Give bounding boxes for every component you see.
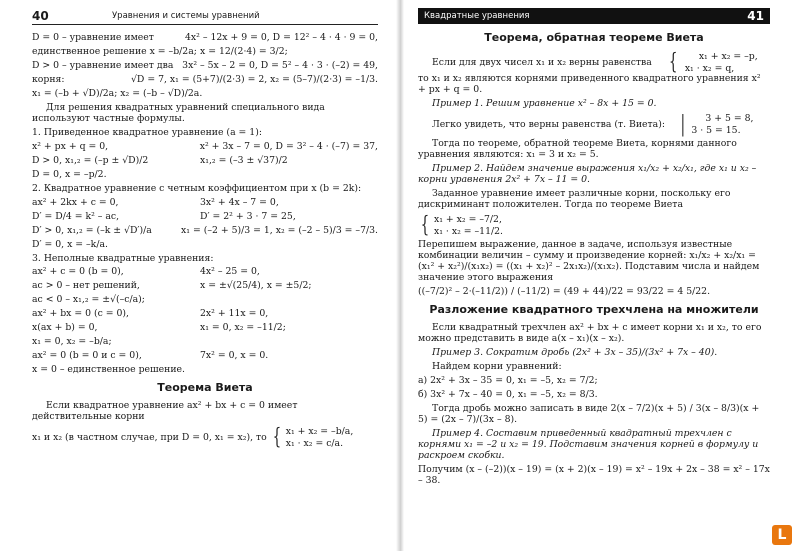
even-cell: D′ = D/4 = k² – ac,	[32, 210, 120, 222]
converse-pre: Если для двух чисел x₁ и x₂ верны равенства	[432, 57, 652, 69]
incomplete-cell: ax² = 0 (b = 0 и c = 0),	[32, 350, 142, 362]
vieta-heading: Теорема Виета	[157, 381, 253, 395]
even-cell: D′ > 0, x₁,₂ = (–k ± √D′)/a	[32, 224, 152, 236]
factor-heading: Разложение квадратного трехчлена на множители	[429, 303, 759, 317]
converse-sum: x₁ + x₂ = –p,	[698, 50, 758, 62]
disc-cell: 4x² – 12x + 9 = 0, D = 12² – 4 · 4 · 9 = 0,	[185, 32, 378, 43]
special-intro: Для решения квадратных уравнений специального вида используют частные формулы.	[32, 101, 325, 124]
ex1-text: Легко увидеть, что верны равенства (т. Виета):	[432, 119, 665, 131]
even-cell: x₁ = (–2 + 5)/3 = 1, x₂ = (–2 – 5)/3 = –7/3.	[181, 224, 378, 236]
even-cell: 3x² + 4x – 7 = 0,	[200, 196, 279, 208]
disc-cell: корня:	[32, 73, 65, 85]
vieta-text2: x₁ и x₂ (в частном случае, при D = 0, x₁ = x₂), то	[32, 432, 267, 444]
disc-cell: единственное решение x = –b/2a;	[32, 45, 197, 57]
converse-system	[655, 51, 758, 74]
vieta-system	[270, 426, 354, 449]
incomplete-cell: x(ax + b) = 0,	[32, 322, 98, 334]
even-cell: ax² + 2kx + c = 0,	[32, 196, 119, 208]
example-4-result: Получим (x – (–2))(x – 19) = (x + 2)(x – 19) = x² – 19x + 2x – 38 = x² – 17x – 38.	[418, 463, 770, 486]
incomplete-cell: ax² + c = 0 (b = 0),	[32, 266, 124, 278]
discriminant-block	[32, 33, 378, 100]
reduced-cell: D = 0, x = –p/2.	[32, 168, 107, 180]
ex1-sum: 3 + 5 = 8,	[705, 113, 754, 125]
even-cell: D′ = 2² + 3 · 7 = 25,	[200, 210, 296, 222]
incomplete-cell: ax² + bx = 0 (c = 0),	[32, 308, 130, 320]
disc-cell: √D = 7, x₁ = (5+7)/(2·3) = 2, x₂ = (5–7)/(2·3) = –1/3.	[131, 73, 378, 85]
incomplete-cell: ac < 0 – x₁,₂ = ±√(–c/a);	[32, 294, 145, 306]
incomplete-cell: x = ±√(25/4), x = ±5/2;	[200, 280, 312, 292]
even-cell: D′ = 0, x = –k/a.	[32, 238, 108, 250]
example-1-conclusion: Тогда по теореме, обратной теореме Виета, корнями данного уравнения являются: x₁ = 3 и x₂ = 5.	[418, 138, 737, 161]
incomplete-cell: 2x² + 11x = 0,	[200, 308, 269, 320]
roots-formula: x₁ = (–b + √D)/2a; x₂ = (–b – √D)/2a.	[32, 87, 203, 99]
example-3: Пример 3. Сократим дробь (2x² + 3x – 35)/(3x² + 7x – 40).	[432, 347, 718, 359]
right-page	[400, 0, 800, 551]
brace-icon: {	[668, 49, 678, 75]
example-2-system	[418, 214, 770, 237]
example-2-result: ((–7/2)² – 2·(–11/2)) / (–11/2) = (49 + 44)/22 = 93/22 = 4 5/22.	[418, 286, 711, 298]
brace-icon: {	[420, 212, 430, 238]
vieta-statement	[32, 426, 378, 449]
converse-heading: Теорема, обратная теореме Виета	[484, 31, 704, 44]
left-page-number: 40	[32, 8, 49, 23]
vieta-sum: x₁ + x₂ = –b/a,	[285, 426, 354, 438]
disc-cell: 3x² – 5x – 2 = 0, D = 5² – 4 · 3 · (–2) = 49,	[182, 59, 378, 71]
right-page-number: 41	[747, 8, 764, 23]
factor-text: Если квадратный трехчлен ax² + bx + c имеет корни x₁ и x₂, то его можно представить в виде a(x – x₁)(x – x₂).	[418, 322, 762, 345]
incomplete-cell: x₁ = 0, x₂ = –11/2;	[200, 322, 286, 334]
brace-icon: {	[272, 424, 281, 450]
example-3-find: Найдем корни уравнений:	[432, 361, 562, 373]
example-2: Пример 2. Найдем значение выражения x₁/x₂ + x₂/x₁, где x₁ и x₂ – корни уравнения 2x² + 7x – 11 = 0.	[418, 163, 757, 186]
incomplete-cell: 4x² – 25 = 0,	[200, 266, 260, 278]
left-head-title: Уравнения и системы уравнений	[112, 10, 260, 21]
reduced-cell: x₁,₂ = (–3 ± √37)/2	[200, 154, 288, 166]
ex2-sum: x₁ + x₂ = –7/2,	[434, 214, 502, 226]
converse-product: x₁ · x₂ = q,	[684, 62, 735, 74]
bracket-icon: |	[680, 111, 686, 137]
incomplete-cell: x₁ = 0, x₂ = –b/a;	[32, 336, 112, 348]
example-2-text2: Перепишем выражение, данное в задаче, используя известные комбинации величин – сумму и произведение корней: x₁/x₂ + x₂/x₁ = (x₁² + x₂²)/(x₁x₂) = ((x₁ + x₂)² – 2x₁x₂)/(x₁x₂). Подставим числа и найдем значение этого выражения	[418, 239, 760, 284]
reduced-title: 1. Приведенное квадратное уравнение (a = 1):	[32, 126, 262, 138]
publisher-logo: L	[772, 525, 792, 545]
ex1-system	[668, 113, 754, 136]
even-title: 2. Квадратное уравнение с четным коэффициентом при x (b = 2k):	[32, 182, 362, 194]
example-4: Пример 4. Составим приведенный квадратный трехчлен с корнями x₁ = –2 и x₂ = 19. Подставим значения корней в формулу и раскроем скобки.	[418, 427, 759, 461]
ex1-product: 3 · 5 = 15.	[691, 124, 741, 136]
example-1: Пример 1. Решим уравнение x² – 8x + 15 = 0.	[432, 98, 657, 110]
converse-post: то x₁ и x₂ являются корнями приведенного квадратного уравнения x² + px + q = 0.	[418, 73, 761, 96]
incomplete-cell: x = 0 – единственное решение.	[32, 364, 186, 376]
reduced-cell: x² + px + q = 0,	[32, 140, 109, 152]
incomplete-cell: 7x² = 0, x = 0.	[200, 350, 269, 362]
reduced-cell: D > 0, x₁,₂ = (–p ± √D)/2	[32, 154, 149, 166]
example-2-text1: Заданное уравнение имеет различные корни, поскольку его дискриминант положителен. Тогда по теореме Виета	[418, 188, 731, 211]
left-running-head	[32, 8, 378, 25]
example-3-b: б) 3x² + 7x – 40 = 0, x₁ = –5, x₂ = 8/3.	[418, 389, 598, 400]
disc-cell: D > 0 – уравнение имеет два	[32, 59, 174, 71]
disc-cell: x = 12/(2·4) = 3/2;	[200, 45, 288, 57]
right-running-head	[418, 8, 770, 24]
incomplete-title: 3. Неполные квадратные уравнения:	[32, 252, 214, 264]
example-3-a: а) 2x² + 3x – 35 = 0, x₁ = –5, x₂ = 7/2;	[418, 375, 598, 387]
reduced-cell: x² + 3x – 7 = 0, D = 3² – 4 · (–7) = 37,	[199, 140, 378, 152]
right-head-title: Квадратные уравнения	[424, 10, 530, 21]
disc-cell: D = 0 – уравнение имеет	[32, 32, 154, 43]
vieta-product: x₁ · x₂ = c/a.	[285, 437, 344, 449]
incomplete-cell: ac > 0 – нет решений,	[32, 280, 140, 292]
converse-statement	[418, 51, 770, 96]
example-3-then: Тогда дробь можно записать в виде 2(x – 7/2)(x + 5) / 3(x – 8/3)(x + 5) = (2x – 7)/(3x – 8).	[418, 402, 760, 425]
example-1-check	[418, 113, 770, 136]
ex2-product: x₁ · x₂ = –11/2.	[434, 225, 503, 237]
vieta-text: Если квадратное уравнение ax² + bx + c = 0 имеет действительные корни	[32, 400, 298, 423]
